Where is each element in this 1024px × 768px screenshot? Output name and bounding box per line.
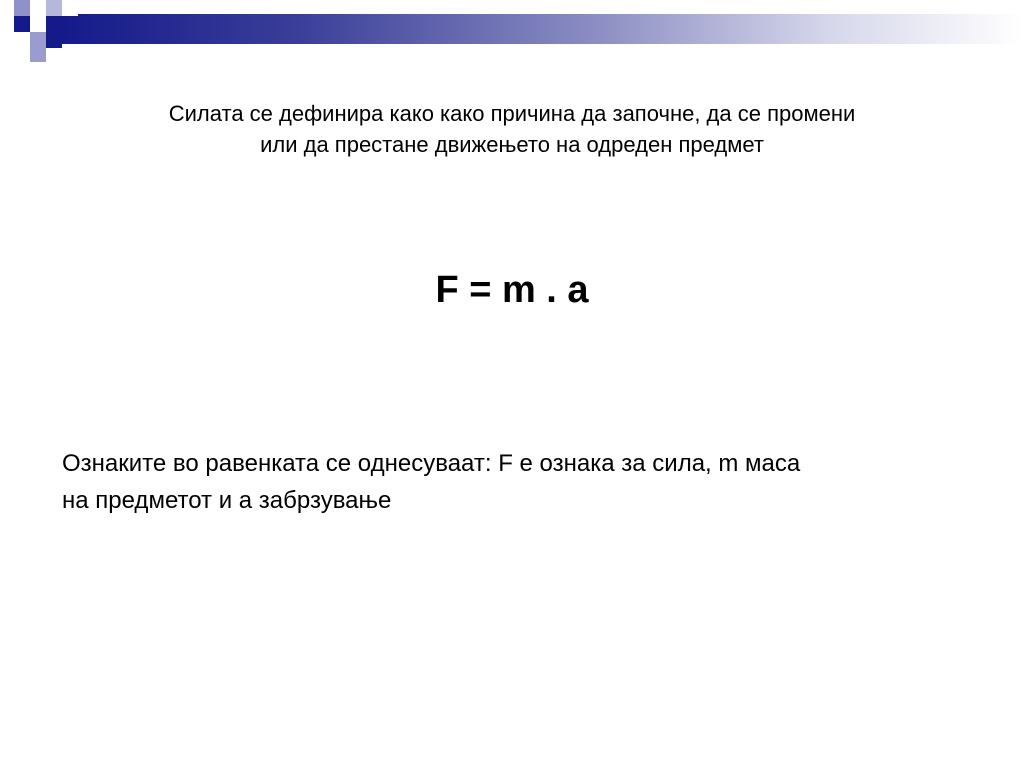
body-line-2: на предметот и а забрзување <box>62 487 392 514</box>
decor-square <box>14 0 30 16</box>
body-line-1: Ознаките во равенката се однесуваат: F е ознака за сила, m маса <box>62 450 801 477</box>
decor-square <box>30 46 46 62</box>
formula: F = m . a <box>435 269 589 311</box>
header-gradient-bar <box>60 14 1024 44</box>
decor-square <box>62 0 78 16</box>
decor-square <box>46 0 62 16</box>
decor-square <box>30 16 46 32</box>
decor-square <box>14 32 30 48</box>
decor-square <box>46 32 62 48</box>
decor-square <box>30 0 46 16</box>
title-line-2: или да престане движењето на одреден предмет <box>260 132 764 157</box>
slide-title <box>100 98 924 160</box>
decor-square <box>14 16 30 32</box>
decor-square <box>46 16 62 32</box>
body-text <box>62 445 962 519</box>
title-line-1: Силата се дефинира како како причина да започне, да се промени <box>168 101 856 126</box>
